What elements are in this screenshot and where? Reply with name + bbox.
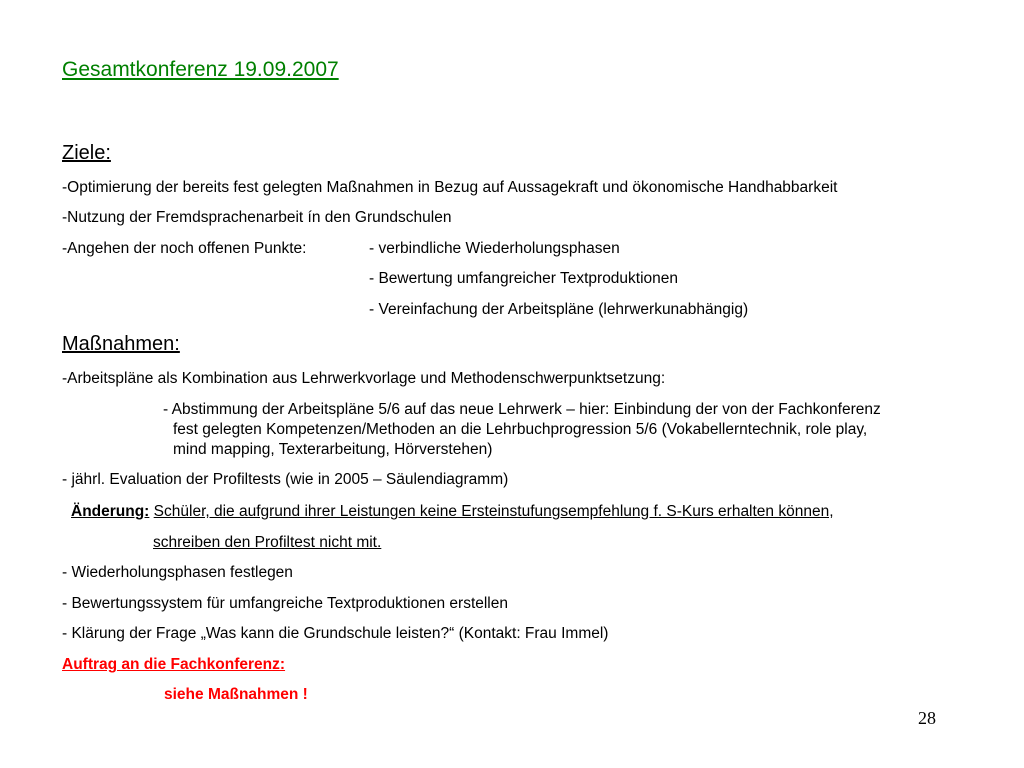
massnahmen-heading: Maßnahmen: [62, 333, 180, 355]
massnahmen-sub-3: mind mapping, Texterarbeitung, Hörverstehen) [173, 441, 493, 458]
aenderung-label: Änderung: [71, 503, 150, 520]
massnahmen-line-5: - Klärung der Frage „Was kann die Grundschule leisten?“ (Kontakt: Frau Immel) [62, 625, 609, 642]
aenderung-text-2: schreiben den Profiltest nicht mit. [153, 534, 382, 551]
ziele-line-1: -Optimierung der bereits fest gelegten Maßnahmen in Bezug auf Aussagekraft und ökonomische Handhabbarkeit [62, 179, 838, 196]
ziele-line-3-label: -Angehen der noch offenen Punkte: [62, 240, 307, 257]
massnahmen-line-4: - Bewertungssystem für umfangreiche Textproduktionen erstellen [62, 595, 508, 612]
massnahmen-sub-1: - Abstimmung der Arbeitspläne 5/6 auf das neue Lehrwerk – hier: Einbindung der von der Fachkonferenz [163, 401, 881, 418]
page-number: 28 [918, 708, 936, 728]
massnahmen-sub-2: fest gelegten Kompetenzen/Methoden an die Lehrbuchprogression 5/6 (Vokabellerntechnik, role play, [173, 421, 868, 438]
auftrag-label: Auftrag an die Fachkonferenz: [62, 656, 286, 673]
ziele-point-1: - verbindliche Wiederholungsphasen [369, 240, 620, 257]
auftrag-text: siehe Maßnahmen ! [164, 686, 308, 703]
massnahmen-line-3: - Wiederholungsphasen festlegen [62, 564, 293, 581]
ziele-heading: Ziele: [62, 142, 111, 164]
aenderung-text-1: Schüler, die aufgrund ihrer Leistungen keine Ersteinstufungsempfehlung f. S-Kurs erhalten können, [153, 503, 834, 520]
ziele-point-3: - Vereinfachung der Arbeitspläne (lehrwerkunabhängig) [369, 301, 749, 318]
ziele-point-2: - Bewertung umfangreicher Textproduktionen [369, 270, 679, 287]
ziele-line-2: -Nutzung der Fremdsprachenarbeit ín den Grundschulen [62, 209, 452, 226]
aenderung-line [71, 503, 834, 521]
massnahmen-line-1: -Arbeitspläne als Kombination aus Lehrwerkvorlage und Methodenschwerpunktsetzung: [62, 370, 666, 387]
massnahmen-line-2: - jährl. Evaluation der Profiltests (wie in 2005 – Säulendiagramm) [62, 471, 509, 488]
slide-title: Gesamtkonferenz 19.09.2007 [62, 58, 339, 81]
